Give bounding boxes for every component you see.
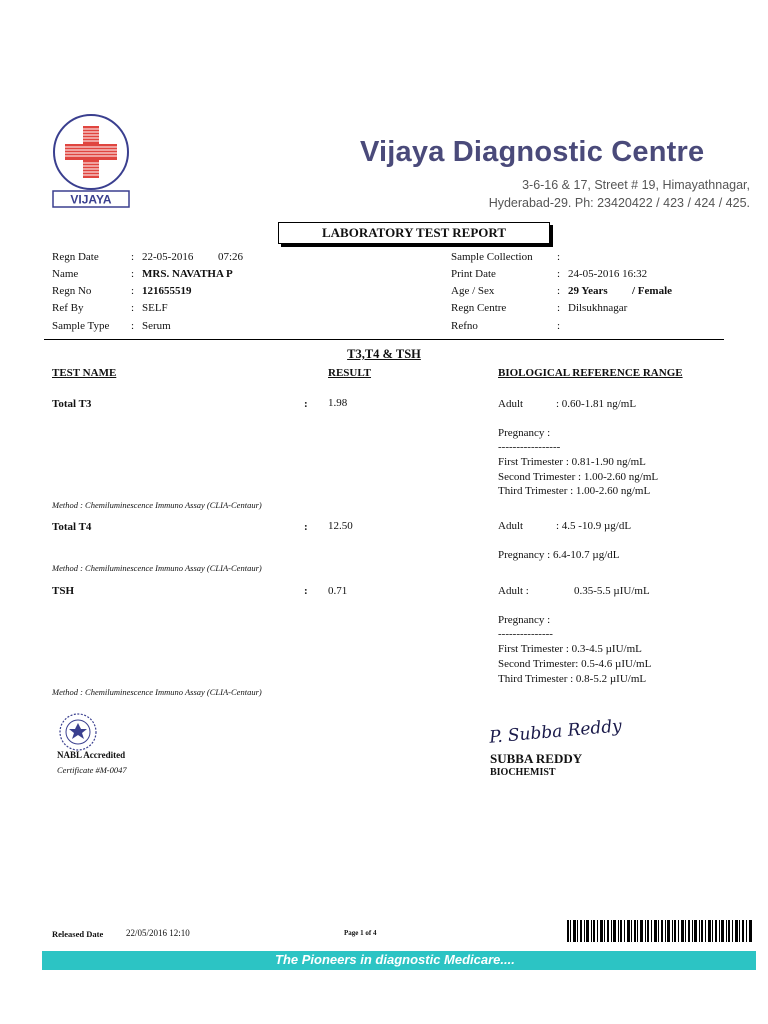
t3-trimester-3: Third Trimester : 1.00-2.60 ng/mL: [498, 485, 651, 497]
colon: :: [131, 285, 135, 297]
regn-no-value: 121655519: [142, 285, 192, 297]
tsh-dashes: ---------------: [498, 628, 553, 640]
sample-type-label: Sample Type: [52, 320, 110, 332]
t3-trimester-1: First Trimester : 0.81-1.90 ng/mL: [498, 456, 646, 468]
colon: :: [557, 320, 561, 332]
vijaya-logo: [50, 113, 132, 209]
address-line-2: Hyderabad-29. Ph: 23420422 / 423 / 424 / 425.: [488, 196, 750, 210]
refno-label: Refno: [451, 320, 478, 332]
regn-no-label: Regn No: [52, 285, 92, 297]
regn-centre-label: Regn Centre: [451, 302, 507, 314]
nabl-seal-icon: [58, 712, 98, 752]
colon: :: [131, 302, 135, 314]
address-line-1: 3-6-16 & 17, Street # 19, Himayathnagar,: [522, 178, 750, 192]
colon: :: [304, 398, 308, 410]
tsh-adult-range: 0.35-5.5 µIU/mL: [574, 585, 650, 597]
report-title: LABORATORY TEST REPORT: [278, 222, 550, 244]
nabl-title: NABL Accredited: [57, 750, 126, 760]
sample-type-value: Serum: [142, 320, 171, 332]
col-test-name: TEST NAME: [52, 367, 117, 379]
tsh-name: TSH: [52, 585, 75, 597]
logo-text: VIJAYA: [70, 192, 112, 207]
sex-value: / Female: [632, 285, 673, 297]
tsh-pregnancy-label: Pregnancy :: [498, 614, 551, 626]
footer-tagline: The Pioneers in diagnostic Medicare....: [275, 952, 515, 967]
tsh-result: 0.71: [328, 585, 348, 597]
regn-date-value: 22-05-2016: [142, 251, 194, 263]
name-label: Name: [52, 268, 79, 280]
colon: :: [557, 285, 561, 297]
sample-collection-label: Sample Collection: [451, 251, 533, 263]
t3-adult-range: : 0.60-1.81 ng/mL: [556, 398, 637, 410]
ref-by-value: SELF: [142, 302, 168, 314]
signature: P. Subba Reddy: [488, 716, 623, 748]
t3-adult-label: Adult: [498, 398, 524, 410]
colon: :: [131, 320, 135, 332]
t3-pregnancy-label: Pregnancy :: [498, 427, 551, 439]
colon: :: [304, 585, 308, 597]
section-title: T3,T4 & TSH: [347, 347, 421, 361]
released-date-value: 22/05/2016 12:10: [126, 928, 190, 938]
company-name: Vijaya Diagnostic Centre: [360, 136, 705, 168]
age-sex-label: Age / Sex: [451, 285, 495, 297]
t4-pregnancy: Pregnancy : 6.4-10.7 µg/dL: [498, 549, 620, 561]
regn-centre-value: Dilsukhnagar: [568, 302, 628, 314]
t3-method: Method : Chemiluminescence Immuno Assay (CLIA-Centaur): [52, 500, 262, 510]
t4-method: Method : Chemiluminescence Immuno Assay (CLIA-Centaur): [52, 563, 262, 573]
regn-time-value: 07:26: [218, 251, 244, 263]
tsh-trimester-1: First Trimester : 0.3-4.5 µIU/mL: [498, 643, 642, 655]
released-date-label: Released Date: [52, 929, 104, 939]
colon: :: [557, 302, 561, 314]
age-value: 29 Years: [568, 285, 608, 297]
t3-name: Total T3: [52, 398, 92, 410]
tsh-method: Method : Chemiluminescence Immuno Assay (CLIA-Centaur): [52, 687, 262, 697]
col-result: RESULT: [328, 367, 372, 379]
t4-adult-range: : 4.5 -10.9 µg/dL: [556, 520, 632, 532]
colon: :: [304, 521, 308, 533]
t3-trimester-2: Second Trimester : 1.00-2.60 ng/mL: [498, 471, 659, 483]
tsh-trimester-2: Second Trimester: 0.5-4.6 µIU/mL: [498, 658, 652, 670]
print-date-label: Print Date: [451, 268, 496, 280]
regn-date-label: Regn Date: [52, 251, 99, 263]
tsh-trimester-3: Third Trimester : 0.8-5.2 µIU/mL: [498, 673, 647, 685]
barcode-icon: [565, 920, 755, 942]
ref-by-label: Ref By: [52, 302, 84, 314]
t4-result: 12.50: [328, 520, 353, 532]
t3-result: 1.98: [328, 397, 348, 409]
signatory-designation: BIOCHEMIST: [490, 767, 556, 778]
red-cross-icon: [65, 126, 117, 178]
t3-dashes: -----------------: [498, 441, 561, 453]
tsh-adult-label: Adult :: [498, 585, 529, 597]
t4-adult-label: Adult: [498, 520, 524, 532]
t4-name: Total T4: [52, 521, 92, 533]
col-reference-range: BIOLOGICAL REFERENCE RANGE: [498, 367, 683, 379]
page-number: Page 1 of 4: [344, 929, 377, 937]
signatory-name: SUBBA REDDY: [490, 751, 583, 766]
colon: :: [131, 251, 135, 263]
colon: :: [557, 251, 561, 263]
colon: :: [131, 268, 135, 280]
name-value: MRS. NAVATHA P: [142, 268, 233, 280]
print-date-value: 24-05-2016 16:32: [568, 268, 648, 280]
colon: :: [557, 268, 561, 280]
nabl-certificate: Certificate #M-0047: [57, 765, 127, 775]
divider: [44, 339, 724, 340]
